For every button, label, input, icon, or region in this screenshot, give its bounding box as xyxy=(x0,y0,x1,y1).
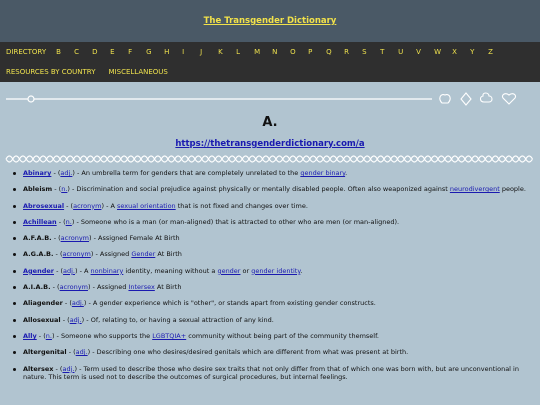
definition-text: that is not fixed and changes over time. xyxy=(175,201,308,210)
page-url-link[interactable]: https://thetransgenderdictionary.com/a xyxy=(175,139,365,149)
part-of-speech-link[interactable]: acronym xyxy=(62,250,91,259)
nav-letter-m[interactable]: M xyxy=(254,48,261,56)
nav-letter-w[interactable]: W xyxy=(434,48,442,56)
definition-text: identity, meaning without a xyxy=(123,266,218,275)
term-name: A.F.A.B. xyxy=(23,234,52,243)
nav-letter-s[interactable]: S xyxy=(362,48,367,56)
term-name: Allosexual xyxy=(23,315,61,324)
definition-link[interactable]: LGBTQIA+ xyxy=(152,331,187,340)
definition-link[interactable]: sexual orientation xyxy=(117,201,176,210)
term-entry: Aliagender - (adj.) - A gender experience which is "other", or stands apart from existing gender constructs. xyxy=(12,299,528,307)
term-entry: Altergenital - (adj.) - Describing one who desires/desired genitals which are different from what was present at birth. xyxy=(12,348,528,356)
part-of-speech-link[interactable]: n. xyxy=(61,185,68,194)
part-of-speech-link[interactable]: acronym xyxy=(73,201,102,210)
nav-letter-n[interactable]: N xyxy=(272,48,278,56)
nav-letter-q[interactable]: Q xyxy=(326,48,332,56)
definition-text: - Of, relating to, or having a sexual attraction of any kind. xyxy=(84,315,274,324)
part-of-speech-link[interactable]: adj. xyxy=(62,364,75,373)
nav-letter-y[interactable]: Y xyxy=(470,48,475,56)
term-entry: Allosexual - (adj.) - Of, relating to, or having a sexual attraction of any kind. xyxy=(12,316,528,324)
definition-text: - An umbrella term for genders that are completely unrelated to the xyxy=(74,169,301,177)
term-name[interactable]: Abinary xyxy=(23,169,52,177)
nav-row-letters xyxy=(6,42,540,62)
definition-link[interactable]: Gender xyxy=(131,250,156,259)
term-entry: Ableism - (n.) - Discrimination and social prejudice against physically or mentally disabled people. Often also weaponized against neurodivergent people. xyxy=(12,185,528,193)
nav-letter-r[interactable]: R xyxy=(344,48,349,56)
nav-letter-h[interactable]: H xyxy=(164,48,170,56)
term-name: Ableism xyxy=(23,185,53,194)
term-name: A.I.A.B. xyxy=(23,283,51,292)
nav-letter-u[interactable]: U xyxy=(398,48,404,56)
definition-link[interactable]: gender xyxy=(217,266,241,275)
definition-text: . xyxy=(345,169,348,177)
diamond-icon xyxy=(461,93,471,105)
definition-link[interactable]: Intersex xyxy=(128,283,155,292)
term-entry: Abrosexual - (acronym) - A sexual orientation that is not fixed and changes over time. xyxy=(12,202,528,210)
nav-link-miscellaneous[interactable]: MISCELLANEOUS xyxy=(108,68,168,76)
definition-text: - Assigned xyxy=(90,283,129,292)
part-of-speech-link[interactable]: acronym xyxy=(60,234,90,243)
nav-letter-x[interactable]: X xyxy=(452,48,457,56)
term-name: Altersex xyxy=(23,364,54,373)
term-entry: A.G.A.B. - (acronym) - Assigned Gender At Birth xyxy=(12,250,528,258)
definition-text: At Birth xyxy=(154,283,182,292)
nav-letter-b[interactable]: B xyxy=(56,48,61,56)
definition-text: - Someone who is a man (or man-aligned) that is attracted to other who are men (or man-aligned). xyxy=(74,217,400,226)
nav-letter-k[interactable]: K xyxy=(218,48,223,56)
term-name: Aliagender xyxy=(23,299,63,308)
decorative-divider xyxy=(0,82,540,116)
nav-directory-link[interactable]: DIRECTORY xyxy=(6,48,47,56)
definition-text: - Assigned xyxy=(93,250,132,259)
term-name[interactable]: Achillean xyxy=(23,217,57,226)
definition-text: - A xyxy=(77,266,91,275)
nav-letter-t[interactable]: T xyxy=(380,48,385,56)
part-of-speech-link[interactable]: adj. xyxy=(63,266,75,275)
definition-text: - Term used to describe those who desire sex traits that not only differ from that of which one was born with, but are unconventional in nature. This term is used not to describe the outcomes of surgical procedures, but internal feelings. xyxy=(23,364,519,381)
definition-link[interactable]: gender identity xyxy=(251,266,301,275)
term-entry: Achillean - (n.) - Someone who is a man (or man-aligned) that is attracted to other who are men (or man-aligned). xyxy=(12,218,528,226)
definition-text: - Describing one who desires/desired genitals which are different from what was present at birth. xyxy=(90,348,409,357)
part-of-speech-link[interactable]: adj. xyxy=(71,299,84,308)
definition-text: - A xyxy=(104,201,118,210)
nav-letter-c[interactable]: C xyxy=(74,48,79,56)
term-entry: Agender - (adj.) - A nonbinary identity, meaning without a gender or gender identity. xyxy=(12,267,528,275)
term-name: Altergenital xyxy=(23,348,67,357)
definition-text: people. xyxy=(499,185,526,194)
term-entry: Ally - (n.) - Someone who supports the LGBTQIA+ community without being part of the community themself. xyxy=(12,332,528,340)
part-of-speech-link[interactable]: adj. xyxy=(69,315,82,324)
term-entry: A.F.A.B. - (acronym) - Assigned Female At Birth xyxy=(12,234,528,242)
divider-knob-icon xyxy=(28,96,34,102)
definition-text: community without being part of the community themself. xyxy=(186,331,379,340)
term-entry: A.I.A.B. - (acronym) - Assigned Intersex At Birth xyxy=(12,283,528,291)
definition-link[interactable]: nonbinary xyxy=(90,266,124,275)
nav-row-resources xyxy=(6,62,540,82)
nav-letter-d[interactable]: D xyxy=(92,48,98,56)
nav-letter-i[interactable]: I xyxy=(182,48,185,56)
part-of-speech-link[interactable]: n. xyxy=(45,331,52,340)
definition-link[interactable]: gender binary xyxy=(300,169,346,177)
spade-icon xyxy=(440,95,450,103)
definition-text: - Discrimination and social prejudice against physically or mentally disabled people. Often also weaponized against xyxy=(69,185,450,194)
page-header xyxy=(0,114,540,149)
divider-ornament xyxy=(0,82,540,116)
wave-divider xyxy=(0,149,540,169)
definition-text: At Birth xyxy=(155,250,182,259)
nav-bar xyxy=(0,42,540,82)
term-entry: Abinary - (adj.) - An umbrella term for genders that are completely unrelated to the gender binary. xyxy=(12,169,528,177)
part-of-speech-link[interactable]: adj. xyxy=(75,348,88,357)
part-of-speech-link[interactable]: n. xyxy=(65,217,72,226)
term-entry: Altersex - (adj.) - Term used to describe those who desire sex traits that not only differ from that of which one was born with, but are unconventional in nature. This term is used not to describe the outcomes of surgical procedures, but internal feelings. xyxy=(12,365,528,381)
nav-letter-v[interactable]: V xyxy=(416,48,421,56)
definition-text: or xyxy=(240,266,252,275)
term-list xyxy=(0,169,540,381)
term-name: A.G.A.B. xyxy=(23,250,54,259)
nav-letter-o[interactable]: O xyxy=(290,48,296,56)
definition-link[interactable]: neurodivergent xyxy=(449,185,500,194)
part-of-speech-link[interactable]: adj. xyxy=(60,169,73,177)
page-letter-heading: A. xyxy=(262,115,278,130)
term-name[interactable]: Abrosexual xyxy=(23,201,65,210)
nav-letter-z[interactable]: Z xyxy=(488,48,493,56)
nav-letter-j[interactable]: J xyxy=(200,48,203,56)
definition-text: - A gender experience which is "other", or stands apart from existing gender constructs. xyxy=(86,299,376,308)
term-name[interactable]: Agender xyxy=(23,266,54,275)
nav-letter-f[interactable]: F xyxy=(128,48,133,56)
term-name[interactable]: Ally xyxy=(23,331,37,340)
nav-letter-g[interactable]: G xyxy=(146,48,152,56)
heart-icon xyxy=(502,94,515,104)
definition-text: - Assigned Female At Birth xyxy=(91,234,180,243)
site-banner xyxy=(0,0,540,42)
nav-link-resources-by-country[interactable]: RESOURCES BY COUNTRY xyxy=(6,68,96,76)
nav-letter-l[interactable]: L xyxy=(236,48,241,56)
club-icon xyxy=(480,93,492,102)
wave-ornament xyxy=(0,149,540,169)
nav-letter-e[interactable]: E xyxy=(110,48,115,56)
nav-letter-p[interactable]: P xyxy=(308,48,313,56)
definition-text: . xyxy=(300,266,303,275)
definition-text: - Someone who supports the xyxy=(54,331,153,340)
page-url xyxy=(0,139,540,149)
site-title-link[interactable]: The Transgender Dictionary xyxy=(203,16,337,26)
part-of-speech-link[interactable]: acronym xyxy=(59,283,88,292)
